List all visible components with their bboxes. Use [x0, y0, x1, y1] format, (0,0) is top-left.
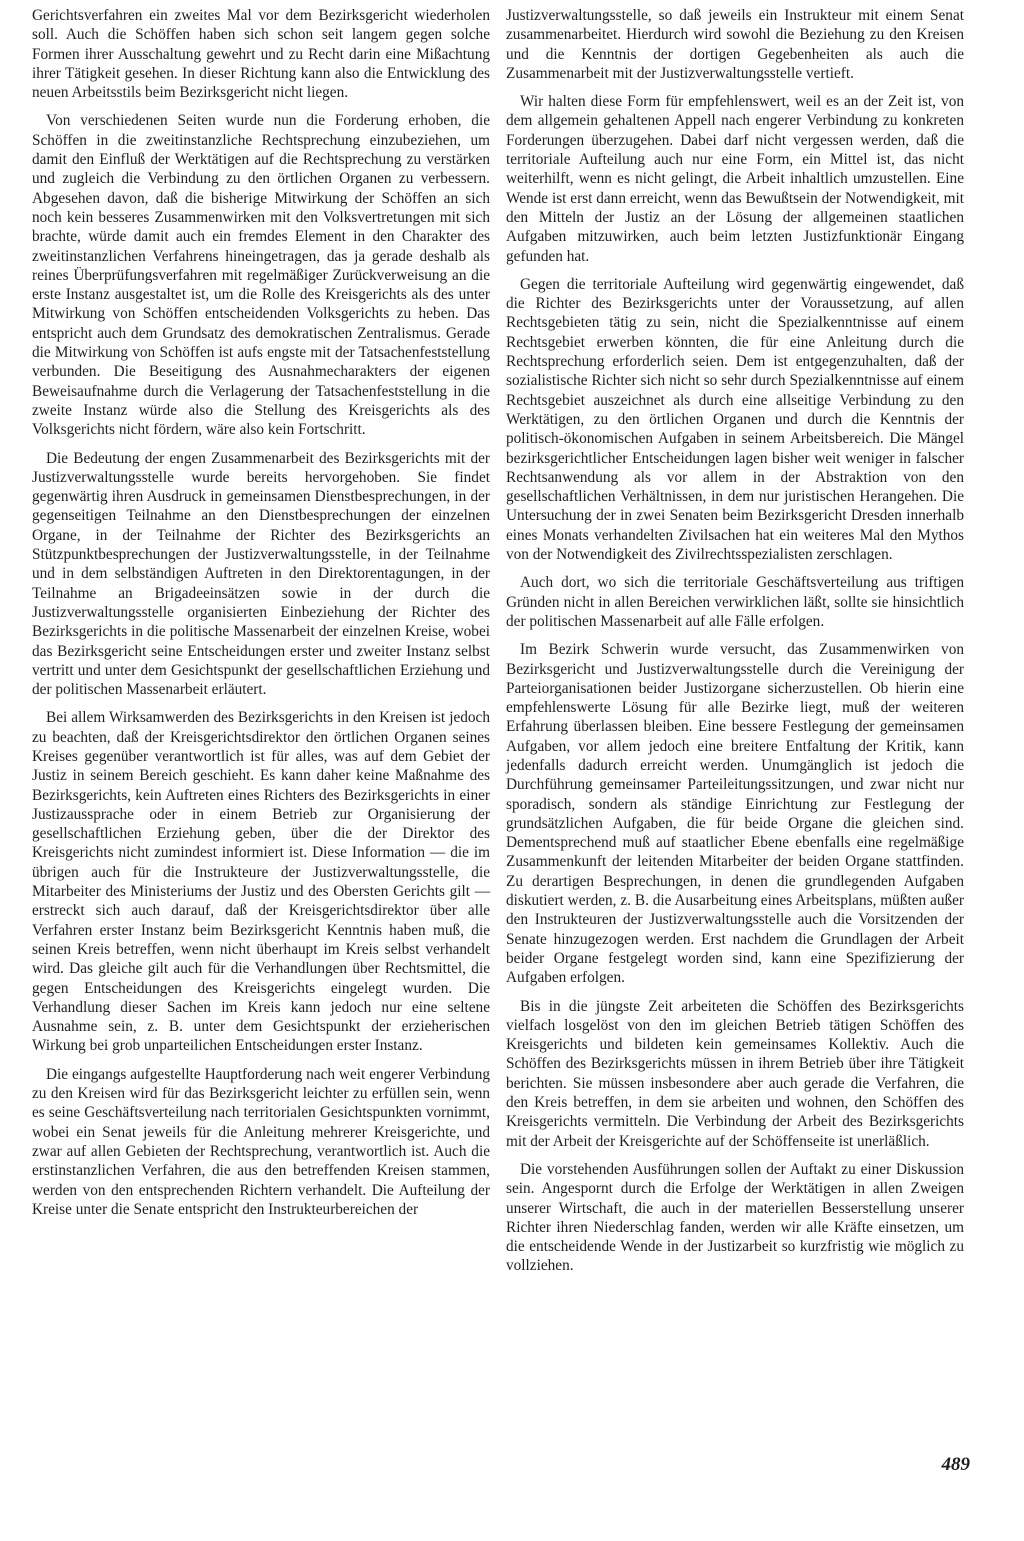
paragraph: Justizverwaltungsstelle, so daß jeweils ein Instrukteur mit einem Senat zusammenarbeitet. Hierdurch wird sowohl die Beziehung zu den Kreisen und die Kenntnis der dortigen Gegebenheiten als auch die Zusammenarbeit mit der Justizverwaltungsstelle vertieft. [506, 7, 964, 82]
paragraph: Die vorstehenden Ausführungen sollen der Auftakt zu einer Diskussion sein. Angespornt durch die Erfolge der Werktätigen in allen Zweigen unserer Wirtschaft, die auch in der materiellen Besserstellung unserer Richter ihren Niederschlag fanden, werden wir alle Kräfte einsetzen, um die entscheidende Wende in der Justizarbeit so kurzfristig wie möglich zu vollziehen. [506, 1160, 964, 1275]
paragraph: Bei allem Wirksamwerden des Bezirksgerichts in den Kreisen ist jedoch zu beachten, daß der Kreisgerichtsdirektor den örtlichen Organen seines Kreises gegenüber verantwortlich ist für alles, was auf dem Gebiet der Justiz in seinem Bereich geschieht. Es kann daher keine Maßnahme des Bezirksgerichts, kein Auftreten eines Richters des Bezirksgerichts in einer Justizaussprache oder in einem Betrieb zur Organisierung der gesellschaftlichen Erziehung geben, über die der Direktor des Kreisgerichts nicht zumindest informiert ist. Diese Information — die im übrigen auch für die Instrukteure der Justizverwaltungsstelle, die Mitarbeiter des Ministeriums der Justiz und des Obersten Gerichts gilt — erstreckt sich auch darauf, daß der Kreisgerichtsdirektor über alle Verfahren erster Instanz beim Bezirksgericht Kenntnis haben muß, die seinen Kreis betreffen, wenn nicht überhaupt im Kreis selbst verhandelt wird. Das gleiche gilt auch für die Verhandlungen über Rechtsmittel, die gegen Entscheidungen des Kreisgerichts eingelegt wurden. Die Verhandlung dieser Sachen im Kreis kann jedoch nur eine seltene Ausnahme sein, z. B. unter dem Gesichtspunkt der erzieherischen Wirkung bei grob unparteilichen Entscheidungen erster Instanz. [32, 709, 490, 1055]
paragraph: Die eingangs aufgestellte Hauptforderung nach weit engerer Verbindung zu den Kreisen wird für das Bezirksgericht leichter zu erfüllen sein, wenn es seine Geschäftsverteilung nach territorialen Gesichtspunkten vornimmt, wobei ein Senat jeweils für die Anleitung mehrerer Kreisgerichte, und zwar auf allen Gebieten der Rechtsprechung, verantwortlich ist. Auch die erstinstanzlichen Verfahren, die aus den betreffenden Kreisen stammen, werden von den entsprechenden Richtern verhandelt. Die Aufteilung der Kreise unter die Senate entspricht den Instrukteurbereichen der [32, 1065, 490, 1218]
paragraph: Im Bezirk Schwerin wurde versucht, das Zusammenwirken von Bezirksgericht und Justizverwaltungsstelle durch die Vereinigung der Parteiorganisationen beider Justizorgane sicherzustellen. Ob hierin eine empfehlenswerte Lösung für alle Bezirke liegt, muß der weiteren Erfahrung überlassen bleiben. Eine bessere Festlegung der gemeinsamen Aufgaben, vor allem jedoch eine breitere Entfaltung der Kritik, kann jedenfalls dadurch erreicht werden. Unumgänglich ist jedoch die Durchführung gemeinsamer Parteileitungssitzungen, und zwar nicht nur sporadisch, sondern als ständige Einrichtung zur Festlegung der grundsätzlichen Aufgaben, die für beide Organe die gleichen sind. Dementsprechend muß auf staatlicher Ebene ebenfalls eine regelmäßige Zusammenkunft der leitenden Mitarbeiter der beiden Organe stattfinden. Zu derartigen Besprechungen, in denen die grundlegenden Aufgaben diskutiert werden, z. B. die Ausarbeitung eines Arbeitsplans, müßten außer den Instrukteuren der Justizverwaltungsstelle auch die Vorsitzenden der Senate hinzugezogen werden. Erst nachdem die Grundlagen der Arbeit beider Organe festgelegt worden sind, kann eine Spezifizierung der Aufgaben erfolgen. [506, 641, 964, 987]
left-column [32, 6, 490, 1228]
right-column [506, 6, 964, 1285]
paragraph: Von verschiedenen Seiten wurde nun die Forderung erhoben, die Schöffen in die zweitinstanzliche Rechtsprechung einzubeziehen, um damit den Einfluß der Werktätigen auf die Rechtsprechung zu verstärken und zugleich die Verbindung zu den örtlichen Organen zu verbessern. Abgesehen davon, daß die bisherige Mitwirkung der Schöffen an sich noch kein besseres Zusammenwirken mit den Volksvertretungen mit sich brachte, würde damit auch ein fremdes Element in den Charakter des zweitinstanzlichen Verfahrens hineingetragen, das ja gerade deshalb als reines Überprüfungsverfahren mit regelmäßiger Zurückverweisung an die erste Instanz ausgestaltet ist, um die Rolle des Kreisgerichts als des unter Mitwirkung von Schöffen entscheidenden Volksgerichts zu heben. Das entspricht auch dem Grundsatz des demokratischen Zentralismus. Gerade die Mitwirkung von Schöffen ist aufs engste mit der Tatsachenfeststellung verbunden. Die Beseitigung des Ausnahmecharakters der eigenen Beweisaufnahme durch die Verlagerung der Tatsachenfeststellung in die zweite Instanz würde also die Stellung des Kreisgerichts als des Volksgerichts nicht fördern, wäre also kein Fortschritt. [32, 112, 490, 439]
paragraph: Gegen die territoriale Aufteilung wird gegenwärtig eingewendet, daß die Richter des Bezirksgerichts unter der Voraussetzung, auf allen Rechtsgebieten tätig zu sein, nicht die Spezialkenntnisse auf einem Rechtsgebiet erwerben könnten, die für eine Anleitung durch die Rechtsprechung erforderlich seien. Dem ist entgegenzuhalten, daß der sozialistische Richter sich nicht so sehr durch Spezialkenntnisse auf einem Rechtsgebiet auszeichnet als durch eine allseitige Verbindung zu den Werktätigen, zu den örtlichen Organen und durch die Kenntnis der politisch-ökonomischen Aufgaben in seinem Arbeitsbereich. Die Mängel bezirksgerichtlicher Entscheidungen lagen bisher weit weniger in falscher Rechtsanwendung als vor allem in der Abstraktion von den gesellschaftlichen Verhältnissen, in dem nur juristischen Herangehen. Die Untersuchung der in zwei Senaten beim Bezirksgericht Dresden innerhalb eines Monats verhandelten Zivilsachen hat ein weiteres Mal den Mythos von der Notwendigkeit des Zivilrechtsspezialisten zerschlagen. [506, 275, 964, 564]
document-page [26, 6, 972, 1530]
paragraph: Auch dort, wo sich die territoriale Geschäftsverteilung aus triftigen Gründen nicht in allen Bereichen verwirklichen läßt, sollte sie hinsichtlich der politischen Massenarbeit auf alle Fälle erfolgen. [506, 574, 964, 630]
paragraph: Wir halten diese Form für empfehlenswert, weil es an der Zeit ist, von dem allgemein gehaltenen Appell nach engerer Verbindung zu konkreten Forderungen überzugehen. Dabei darf nicht vergessen werden, daß die territoriale Aufteilung auch nur eine Form, ein Mittel ist, das nicht weiterhilft, wenn es nicht gelingt, die Arbeit inhaltlich umzustellen. Eine Wende ist erst dann erreicht, wenn das Bewußtsein der Notwendigkeit, mit den Mitteln der Justiz an der Lösung der allgemeinen staatlichen Aufgaben mitzuwirken, auch beim letzten Justizfunktionär Eingang gefunden hat. [506, 93, 964, 265]
paragraph: Bis in die jüngste Zeit arbeiteten die Schöffen des Bezirksgerichts vielfach losgelöst von den im gleichen Betrieb tätigen Schöffen des Kreisgerichts und bildeten kein gemeinsames Kollektiv. Auch die Schöffen des Bezirksgerichts müssen in ihrem Betrieb über ihre Tätigkeit berichten. Sie müssen insbesondere aber auch gerade die Verfahren, die den Kreis betreffen, in dem sie arbeiten und wohnen, den Schöffen des Kreisgerichts vermitteln. Die Verbindung der Arbeit des Bezirksgerichts mit der Arbeit der Kreisgerichte auf der Schöffenseite ist unerläßlich. [506, 997, 964, 1150]
paragraph: Gerichtsverfahren ein zweites Mal vor dem Bezirksgericht wiederholen soll. Auch die Schöffen haben sich schon seit langem gegen solche Formen ihrer Ausschaltung gewehrt und zu Recht darin eine Mißachtung ihrer Tätigkeit gesehen. In dieser Richtung kann also die Entwicklung des neuen Arbeitsstils beim Bezirksgericht nicht liegen. [32, 7, 490, 102]
page-number: 489 [941, 1454, 970, 1475]
paragraph: Die Bedeutung der engen Zusammenarbeit des Bezirksgerichts mit der Justizverwaltungsstelle wurde bereits hervorgehoben. Sie findet gegenwärtig ihren Ausdruck in gemeinsamen Dienstbesprechungen, in der gegenseitigen Teilnahme an den Dienstbesprechungen der einzelnen Organe, in der Teilnahme der Richter des Bezirksgerichts an Stützpunktbesprechungen der Justizverwaltungsstelle, in der Teilnahme und in dem selbständigen Auftreten in den Direktorentagungen, in der Teilnahme an Brigadeeinsätzen sowie in der durch die Justizverwaltungsstelle organisierten Einbeziehung der Richter des Bezirksgerichts in die politische Massenarbeit der einzelnen Kreise, wobei das Bezirksgericht seine Entscheidungen erster und zweiter Instanz selbst vertritt und unter dem Gesichtspunkt der gesellschaftlichen Erziehung und der politischen Massenarbeit erläutert. [32, 449, 490, 699]
